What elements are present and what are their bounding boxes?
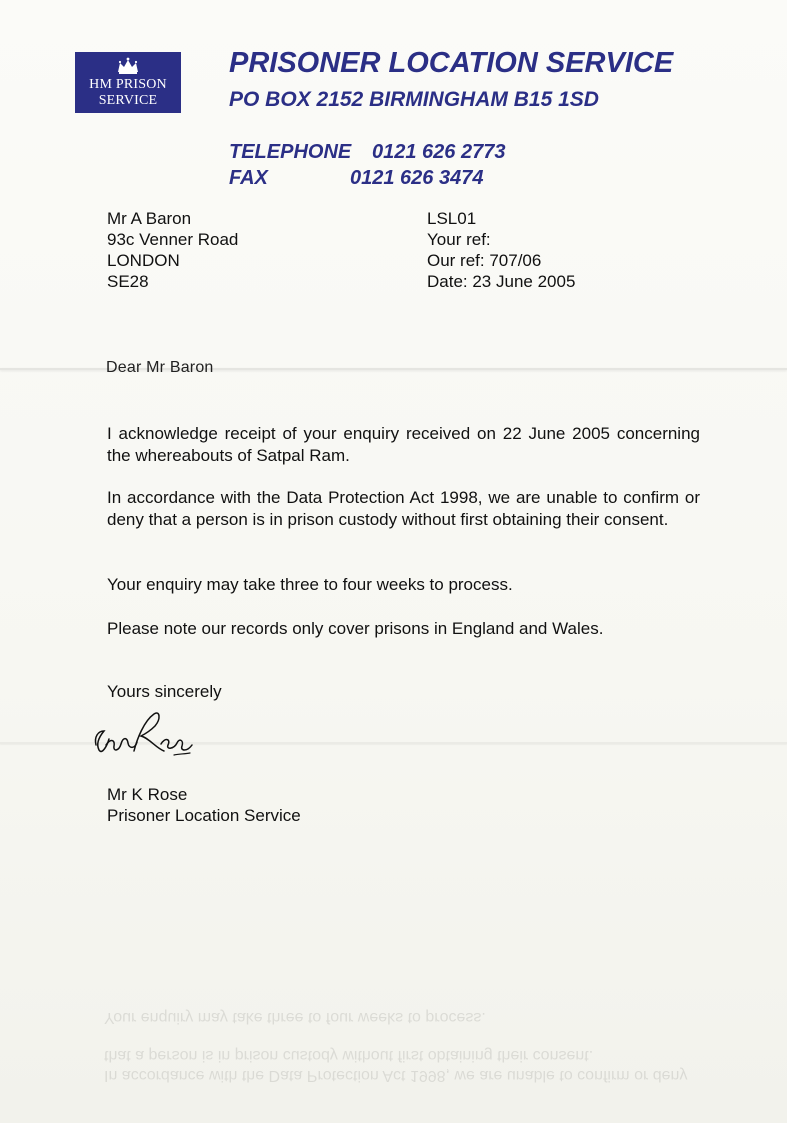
body-paragraph: Your enquiry may take three to four weeks to process.	[107, 575, 513, 594]
logo-text-line-1: HM PRISON	[89, 77, 167, 92]
reference-block	[427, 208, 575, 292]
closing: Yours sincerely	[107, 682, 222, 701]
organization-name: PRISONER LOCATION SERVICE	[229, 47, 674, 79]
signatory-name: Mr K Rose	[107, 785, 188, 804]
bleed-through-text	[104, 845, 714, 1085]
body-paragraph: In accordance with the Data Protection Act 1998, we are unable to confirm or deny that a person is in prison custody without first obtaining their consent.	[107, 488, 700, 529]
recipient-address	[107, 208, 238, 292]
your-reference: Your ref:	[427, 230, 491, 249]
ghost-paragraph: In accordance with the Data Protection Act 1998, we are unable to confirm or deny that a person is in prison custody without first obtaining their consent.	[104, 1047, 688, 1084]
reference-code: LSL01	[427, 209, 477, 228]
fax-label: FAX	[229, 167, 268, 189]
body-paragraph: I acknowledge receipt of your enquiry received on 22 June 2005 concerning the whereabouts of Satpal Ram.	[107, 424, 700, 465]
ghost-paragraph: Your enquiry may take three to four weeks to process.	[104, 1009, 486, 1026]
hm-prison-service-logo	[75, 52, 181, 113]
telephone-number: 0121 626 2773	[372, 141, 506, 163]
fax-number: 0121 626 3474	[350, 167, 484, 189]
telephone-label: TELEPHONE	[229, 141, 352, 163]
recipient-postcode: SE28	[107, 272, 149, 291]
crown-icon	[116, 57, 140, 75]
ghost-gap	[104, 1027, 714, 1045]
signatory-organization: Prisoner Location Service	[107, 806, 301, 825]
logo-text-line-2: SERVICE	[98, 93, 158, 108]
recipient-city: LONDON	[107, 251, 180, 270]
body-paragraph: Please note our records only cover prisons in England and Wales.	[107, 619, 604, 638]
signatory-block	[107, 784, 301, 826]
letter-date: Date: 23 June 2005	[427, 272, 576, 291]
handwritten-signature	[86, 706, 198, 762]
organization-address: PO BOX 2152 BIRMINGHAM B15 1SD	[229, 88, 599, 111]
recipient-street: 93c Venner Road	[107, 230, 239, 249]
salutation: Dear Mr Baron	[106, 359, 214, 376]
our-reference: Our ref: 707/06	[427, 251, 542, 270]
recipient-name: Mr A Baron	[107, 209, 192, 228]
